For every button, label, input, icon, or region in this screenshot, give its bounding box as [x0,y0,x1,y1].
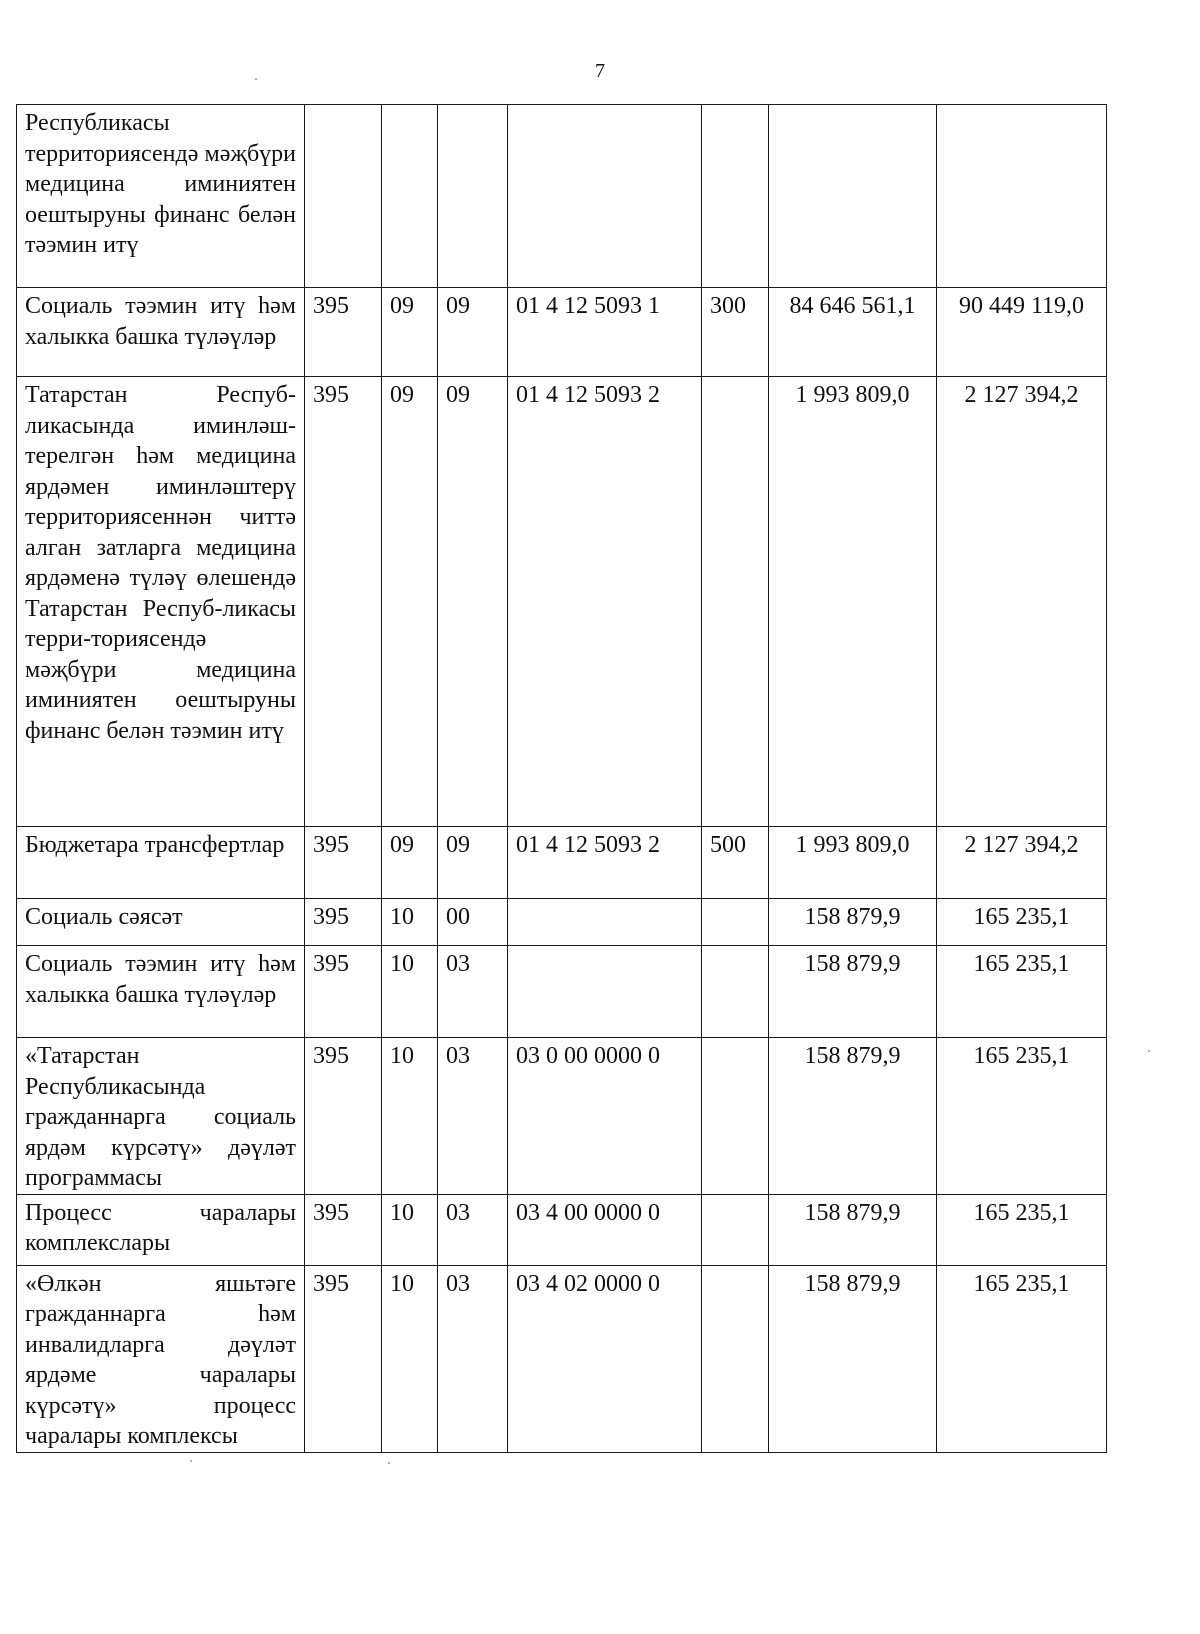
table-row [17,288,1107,377]
expense-kind-cell: 500 [702,827,769,899]
amount-cell: 158 879,9 [769,1265,937,1452]
table-row [17,1194,1107,1265]
amount-cell: 2 127 394,2 [937,827,1107,899]
scan-speck [190,1460,192,1462]
subsection-cell: 03 [438,1265,508,1452]
expense-kind-cell [702,377,769,827]
amount-cell: 2 127 394,2 [937,377,1107,827]
expense-kind-cell [702,946,769,1038]
ministry-code-cell: 395 [305,1265,382,1452]
row-name-cell: Республикасы территориясендә мәҗбүри медицина иминиятен оештыруны финанс белән тәэмин итү [17,105,305,288]
section-cell: 10 [382,1038,438,1195]
section-cell: 09 [382,827,438,899]
ministry-code-cell: 395 [305,1194,382,1265]
table-row [17,105,1107,288]
subsection-cell: 09 [438,288,508,377]
scan-speck [255,78,257,80]
subsection-cell: 00 [438,899,508,946]
amount-cell: 158 879,9 [769,1038,937,1195]
expense-kind-cell: 300 [702,288,769,377]
budget-table [16,104,1107,1453]
amount-cell: 1 993 809,0 [769,377,937,827]
ministry-code-cell: 395 [305,288,382,377]
table-row [17,1265,1107,1452]
amount-cell: 1 993 809,0 [769,827,937,899]
section-cell: 10 [382,1194,438,1265]
amount-cell: 165 235,1 [937,899,1107,946]
subsection-cell: 03 [438,1038,508,1195]
row-name-cell: «Татарстан Республикасында гражданнарга социаль ярдәм күрсәтү» дәүләт программасы [17,1038,305,1195]
table-body [17,105,1107,1453]
subsection-cell: 03 [438,946,508,1038]
table-row [17,377,1107,827]
amount-cell [769,105,937,288]
row-name-cell: Татарстан Респуб-ликасында иминләш-терелгән һәм медицина ярдәмен иминләштерү территориясеннән читтә алган затларга медицина ярдәменә түләү өлешендә Татарстан Респуб-ликасы терри-ториясендә мәҗбүри медицина иминиятен оештыруны финанс белән тәэмин итү [17,377,305,827]
row-name-cell: «Өлкән яшьтәге гражданнарга һәм инвалидларга дәүләт ярдәме чаралары күрсәтү» процесс чаралары комплексы [17,1265,305,1452]
table-row [17,946,1107,1038]
section-cell: 10 [382,1265,438,1452]
subsection-cell: 09 [438,827,508,899]
ministry-code-cell: 395 [305,1038,382,1195]
section-cell: 09 [382,377,438,827]
expense-kind-cell [702,1265,769,1452]
amount-cell: 165 235,1 [937,1038,1107,1195]
expense-kind-cell [702,105,769,288]
amount-cell: 165 235,1 [937,946,1107,1038]
target-article-cell [508,946,702,1038]
ministry-code-cell: 395 [305,946,382,1038]
section-cell: 10 [382,899,438,946]
target-article-cell [508,899,702,946]
target-article-cell: 03 4 02 0000 0 [508,1265,702,1452]
expense-kind-cell [702,1194,769,1265]
expense-kind-cell [702,1038,769,1195]
ministry-code-cell: 395 [305,899,382,946]
subsection-cell: 03 [438,1194,508,1265]
scan-speck [1148,1050,1150,1052]
amount-cell [937,105,1107,288]
amount-cell: 165 235,1 [937,1194,1107,1265]
ministry-code-cell [305,105,382,288]
amount-cell: 158 879,9 [769,946,937,1038]
target-article-cell: 01 4 12 5093 2 [508,377,702,827]
amount-cell: 158 879,9 [769,1194,937,1265]
row-name-cell: Бюджетара трансфертлар [17,827,305,899]
target-article-cell: 01 4 12 5093 2 [508,827,702,899]
target-article-cell: 03 4 00 0000 0 [508,1194,702,1265]
amount-cell: 165 235,1 [937,1265,1107,1452]
amount-cell: 84 646 561,1 [769,288,937,377]
amount-cell: 90 449 119,0 [937,288,1107,377]
target-article-cell [508,105,702,288]
table-row [17,899,1107,946]
section-cell: 09 [382,288,438,377]
row-name-cell: Социаль сәясәт [17,899,305,946]
row-name-cell: Социаль тәэмин итү һәм халыкка башка түләүләр [17,946,305,1038]
page-number: 7 [595,60,605,82]
target-article-cell: 01 4 12 5093 1 [508,288,702,377]
subsection-cell: 09 [438,377,508,827]
ministry-code-cell: 395 [305,377,382,827]
table-row [17,827,1107,899]
expense-kind-cell [702,899,769,946]
ministry-code-cell: 395 [305,827,382,899]
amount-cell: 158 879,9 [769,899,937,946]
subsection-cell [438,105,508,288]
row-name-cell: Социаль тәэмин итү һәм халыкка башка түләүләр [17,288,305,377]
row-name-cell: Процесс чаралары комплекслары [17,1194,305,1265]
table-row [17,1038,1107,1195]
section-cell: 10 [382,946,438,1038]
section-cell [382,105,438,288]
scan-speck [388,1462,390,1464]
target-article-cell: 03 0 00 0000 0 [508,1038,702,1195]
